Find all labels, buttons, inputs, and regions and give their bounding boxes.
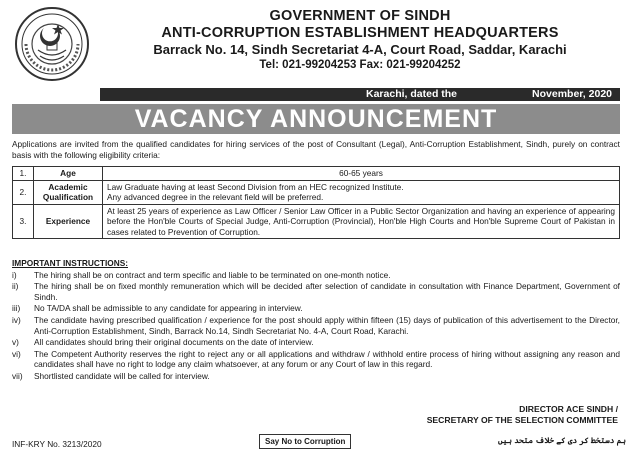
criterion-line: Any advanced degree in the relevant field will be preferred. [107,192,324,202]
dateline-month: November, 2020 [532,88,612,100]
item-text: The hiring shall be on fixed monthly remuneration which will be decided after selection of candidate in consultation with Finance Department, Government of Sindh. [34,281,620,302]
item-number: iv) [12,314,21,325]
criterion-label: Experience [34,204,103,239]
list-item [12,270,620,281]
item-text: All candidates should bring their original documents on the date of interview. [34,337,314,348]
eligibility-table [12,166,620,239]
item-number: ii) [12,281,19,292]
criterion-value: 60-65 years [103,167,620,181]
contact-numbers: Tel: 021-99204253 Fax: 021-99204252 [259,59,461,71]
announcement-title: VACANCY ANNOUNCEMENT [12,104,620,134]
row-number: 2. [13,180,34,204]
list-item [12,281,620,302]
item-text: The Competent Authority reserves the right to reject any or all applications and withdraw / withhold entire process of hiring without assigning any reason and candidates shall have no right to lodge any claim whatsoever, at any forum or any Court of law in this regard. [34,348,620,370]
signature-block [427,404,618,426]
criterion-label: Age [34,167,103,181]
criterion-value [103,180,620,204]
list-item [12,349,620,370]
item-text: No TA/DA shall be admissible to any candidate for appearing in interview. [34,303,303,314]
instructions-title: IMPORTANT INSTRUCTIONS: [12,258,128,268]
list-item [12,337,620,348]
list-item [12,315,620,336]
criterion-value: At least 25 years of experience as Law Officer / Senior Law Officer in a Public Sector Organization and having an experience of appearing before the Hon'ble Courts of Special Judge, Anti-Corruption (Provincial), Hon'ble High Courts and Hon'ble Supreme Court of Pakistan in cases related to Prevention of Corruption. [103,204,620,239]
row-number: 1. [13,167,34,181]
table-row [13,204,620,239]
table-row [13,167,620,181]
item-number: vi) [12,348,21,359]
list-item [12,303,620,314]
item-text: The hiring shall be on contract and term specific and liable to be terminated on one-month notice. [34,269,391,280]
criterion-label: Academic Qualification [34,180,103,204]
item-text: The candidate having prescribed qualification / experience for the post should apply within fifteen (15) days of publication of this advertisement to the Director, Anti-Corruption Establishment, Sindh, Barrack No.14, Sindh Secretariat No. 4-A, Court Road, Karachi. [34,314,620,336]
address: Barrack No. 14, Sindh Secretariat 4-A, Court Road, Saddar, Karachi [153,42,567,57]
government-title: GOVERNMENT OF SINDH [269,8,451,24]
row-number: 3. [13,204,34,239]
urdu-slogan: ہم دستخط کر دی کے خلاف متحد ہیں [498,436,627,445]
list-item [12,371,620,382]
item-text: Shortlisted candidate will be called for interview. [34,370,210,381]
item-number: iii) [12,303,21,314]
item-number: i) [12,269,17,280]
anti-corruption-slogan-box: Say No to Corruption [259,434,351,449]
criterion-line: Law Graduate having at least Second Division from an HEC recognized Institute. [107,181,404,192]
dateline-bar [100,88,620,101]
intro-paragraph: Applications are invited from the qualified candidates for hiring services of the post of Consultant (Legal), Anti-Corruption Establishment, Sindh, purely on contract basis with the following eligibility criteria: [12,139,620,160]
signatory-role: SECRETARY OF THE SELECTION COMMITTEE [426,415,618,425]
government-of-sindh-seal [14,6,90,82]
reference-number: INF-KRY No. 3213/2020 [12,439,102,449]
item-number: vii) [12,370,23,381]
item-number: v) [12,337,19,348]
signatory-title: DIRECTOR ACE SINDH / [519,404,618,414]
dateline-place: Karachi, dated the [366,88,458,100]
table-row [13,180,620,204]
instructions-section [12,258,620,383]
letterhead [100,8,620,71]
department-title: ANTI-CORRUPTION ESTABLISHMENT HEADQUARTERS [161,25,559,41]
